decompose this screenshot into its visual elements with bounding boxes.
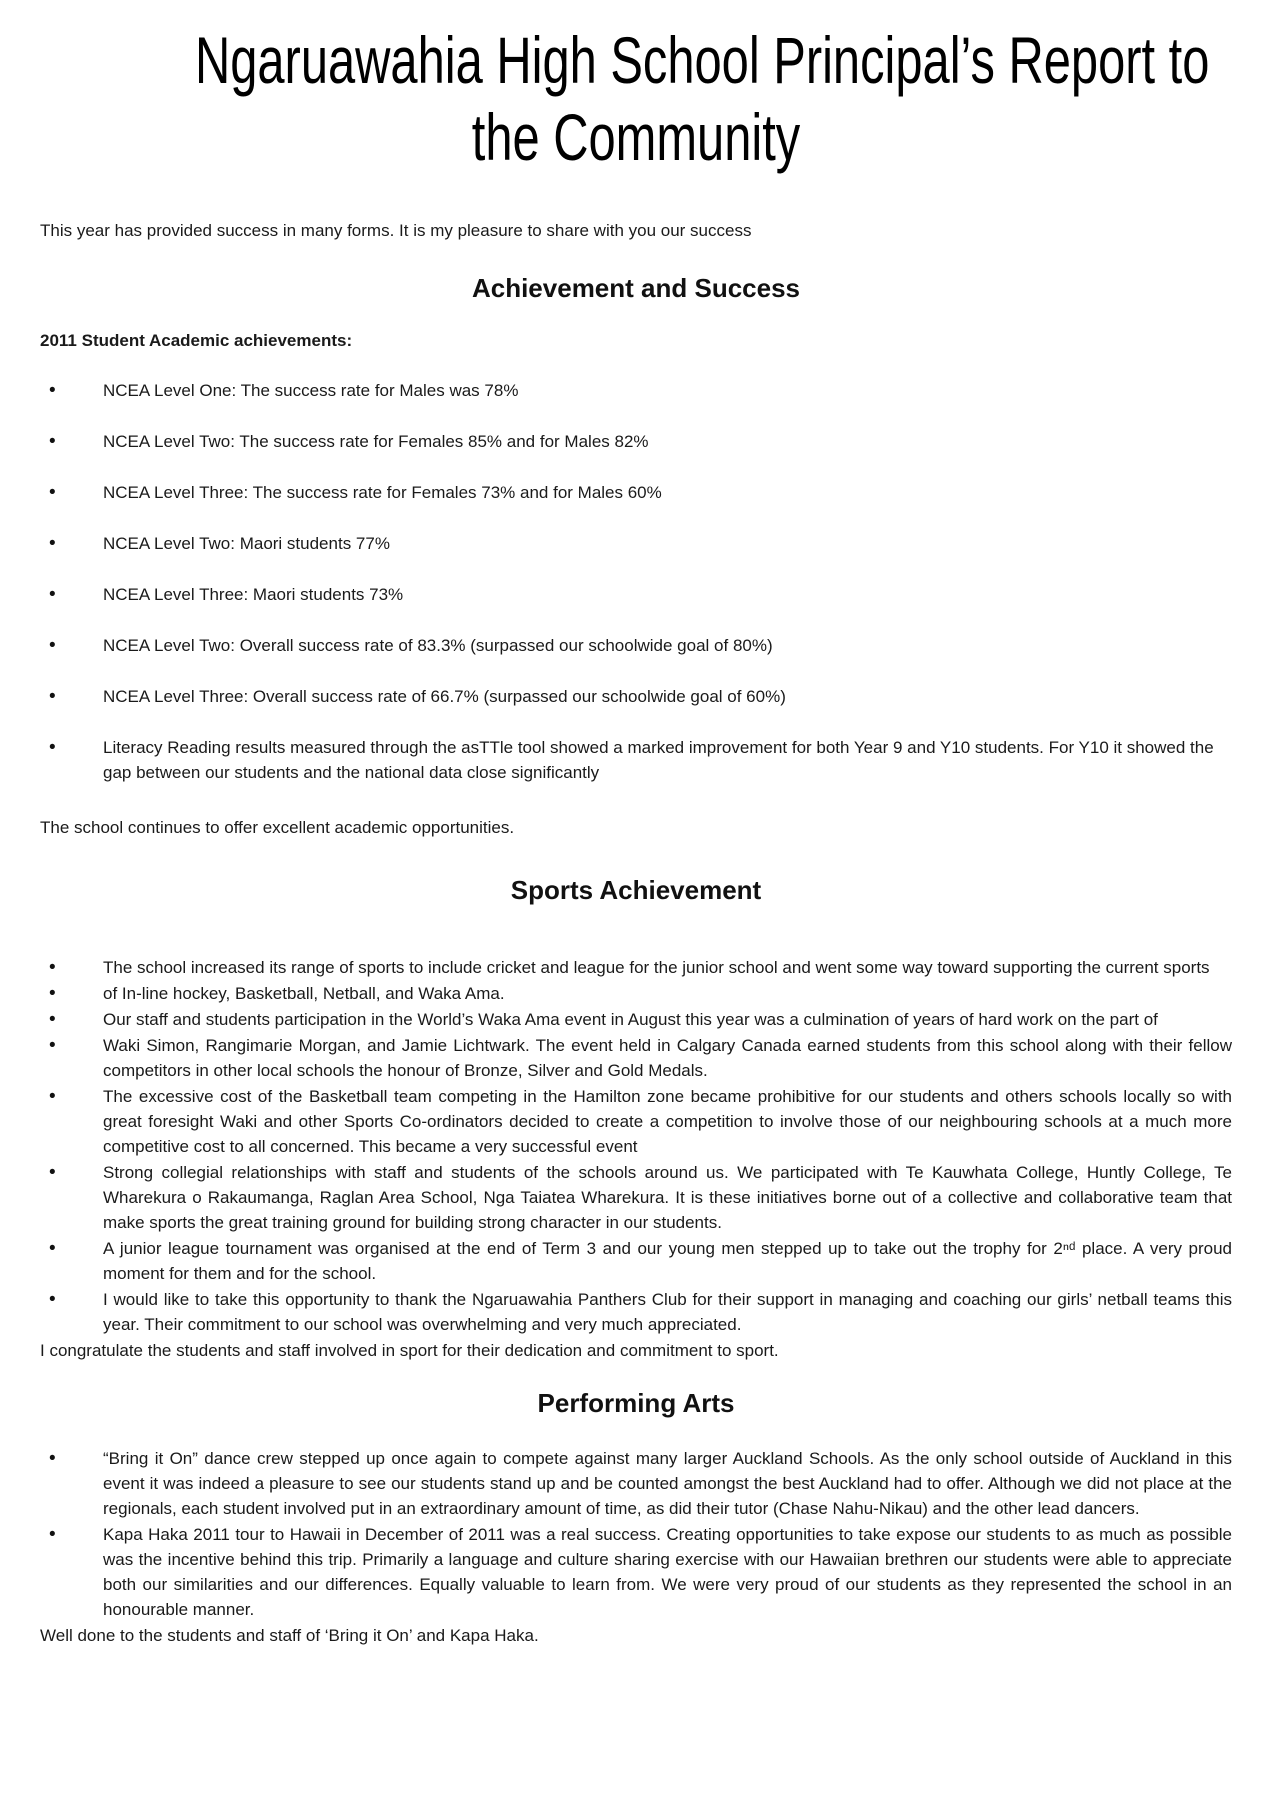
title-line-2: the Community (471, 100, 801, 175)
section-heading-sports: Sports Achievement (510, 875, 762, 906)
bullet-item: • of In-line hockey, Basketball, Netball, and Waka Ama. (103, 981, 1232, 1006)
intro-paragraph: This year has provided success in many forms. It is my pleasure to share with you our success (40, 221, 752, 241)
bullet-item: • NCEA Level Two: Overall success rate of 83.3% (surpassed our schoolwide goal of 80%) (103, 633, 1232, 658)
title-line-1: Ngaruawahia High School Principal’s Report to (194, 23, 1210, 97)
sports-bullet-list (40, 955, 1232, 1337)
bullet-item: • NCEA Level Two: Maori students 77% (103, 531, 1232, 556)
bullet-item: • NCEA Level Two: The success rate for Females 85% and for Males 82% (103, 429, 1232, 454)
bullet-item: • NCEA Level Three: Overall success rate of 66.7% (surpassed our schoolwide goal of 60%) (103, 684, 1232, 709)
achievement-bullet-list (40, 378, 1232, 785)
performing-arts-bullet-list (40, 1446, 1232, 1622)
bullet-item: • The excessive cost of the Basketball team competing in the Hamilton zone became prohibitive for our students and others schools locally so with great foresight Waki and other Sports Co-ordinators decided to create a competition to involve those of our neighbouring schools at a much more competitive cost to all concerned. This became a very successful event (103, 1084, 1232, 1159)
bullet-item: • I would like to take this opportunity to thank the Ngaruawahia Panthers Club for their support in managing and coaching our girls’ netball teams this year. Their commitment to our school was overwhelming and very much appreciated. (103, 1287, 1232, 1337)
bullet-item: • “Bring it On” dance crew stepped up once again to compete against many larger Auckland Schools. As the only school outside of Auckland in this event it was indeed a pleasure to see our students stand up and be counted amongst the best Auckland had to offer. Although we did not place at the regionals, each student involved put in an extraordinary amount of time, as did their tutor (Chase Nahu-Nikau) and the other lead dancers. (103, 1446, 1232, 1521)
bullet-item: • NCEA Level Three: The success rate for Females 73% and for Males 60% (103, 480, 1232, 505)
bullet-item: • Waki Simon, Rangimarie Morgan, and Jamie Lichtwark. The event held in Calgary Canada earned students from this school along with their fellow competitors in other local schools the honour of Bronze, Silver and Gold Medals. (103, 1033, 1232, 1083)
bullet-item: • Our staff and students participation in the World’s Waka Ama event in August this year was a culmination of years of hard work on the part of (103, 1007, 1232, 1032)
achievement-subheading: 2011 Student Academic achievements: (40, 331, 353, 351)
bullet-item: • A junior league tournament was organised at the end of Term 3 and our young men stepped up to take out the trophy for 2ⁿᵈ place. A very proud moment for them and for the school. (103, 1236, 1232, 1286)
document-title (40, 22, 1232, 176)
bullet-item: • Kapa Haka 2011 tour to Hawaii in December of 2011 was a real success. Creating opportunities to take expose our students to as much as possible was the incentive behind this trip. Primarily a language and culture sharing exercise with our Hawaiian brethren our students were able to appreciate both our similarities and our differences. Equally valuable to learn from. We were very proud of our students as they represented the school in an honourable manner. (103, 1522, 1232, 1622)
bullet-item: • Literacy Reading results measured through the asTTle tool showed a marked improvement for both Year 9 and Y10 students. For Y10 it showed the gap between our students and the national data close significantly (103, 735, 1232, 785)
section-heading-performing-arts: Performing Arts (537, 1388, 735, 1419)
bullet-item: • NCEA Level One: The success rate for Males was 78% (103, 378, 1232, 403)
sports-closing: I congratulate the students and staff involved in sport for their dedication and commitment to sport. (40, 1341, 779, 1361)
bullet-item: • NCEA Level Three: Maori students 73% (103, 582, 1232, 607)
achievement-closing: The school continues to offer excellent academic opportunities. (40, 818, 515, 838)
performing-arts-closing: Well done to the students and staff of ‘Bring it On’ and Kapa Haka. (40, 1626, 539, 1646)
bullet-item: • Strong collegial relationships with staff and students of the schools around us. We participated with Te Kauwhata College, Huntly College, Te Wharekura o Rakaumanga, Raglan Area School, Nga Taiatea Wharekura. It is these initiatives borne out of a collective and collaborative team that make sports the great training ground for building strong character in our students. (103, 1160, 1232, 1235)
bullet-item: • The school increased its range of sports to include cricket and league for the junior school and went some way toward supporting the current sports (103, 955, 1232, 980)
section-heading-achievement: Achievement and Success (471, 273, 801, 304)
